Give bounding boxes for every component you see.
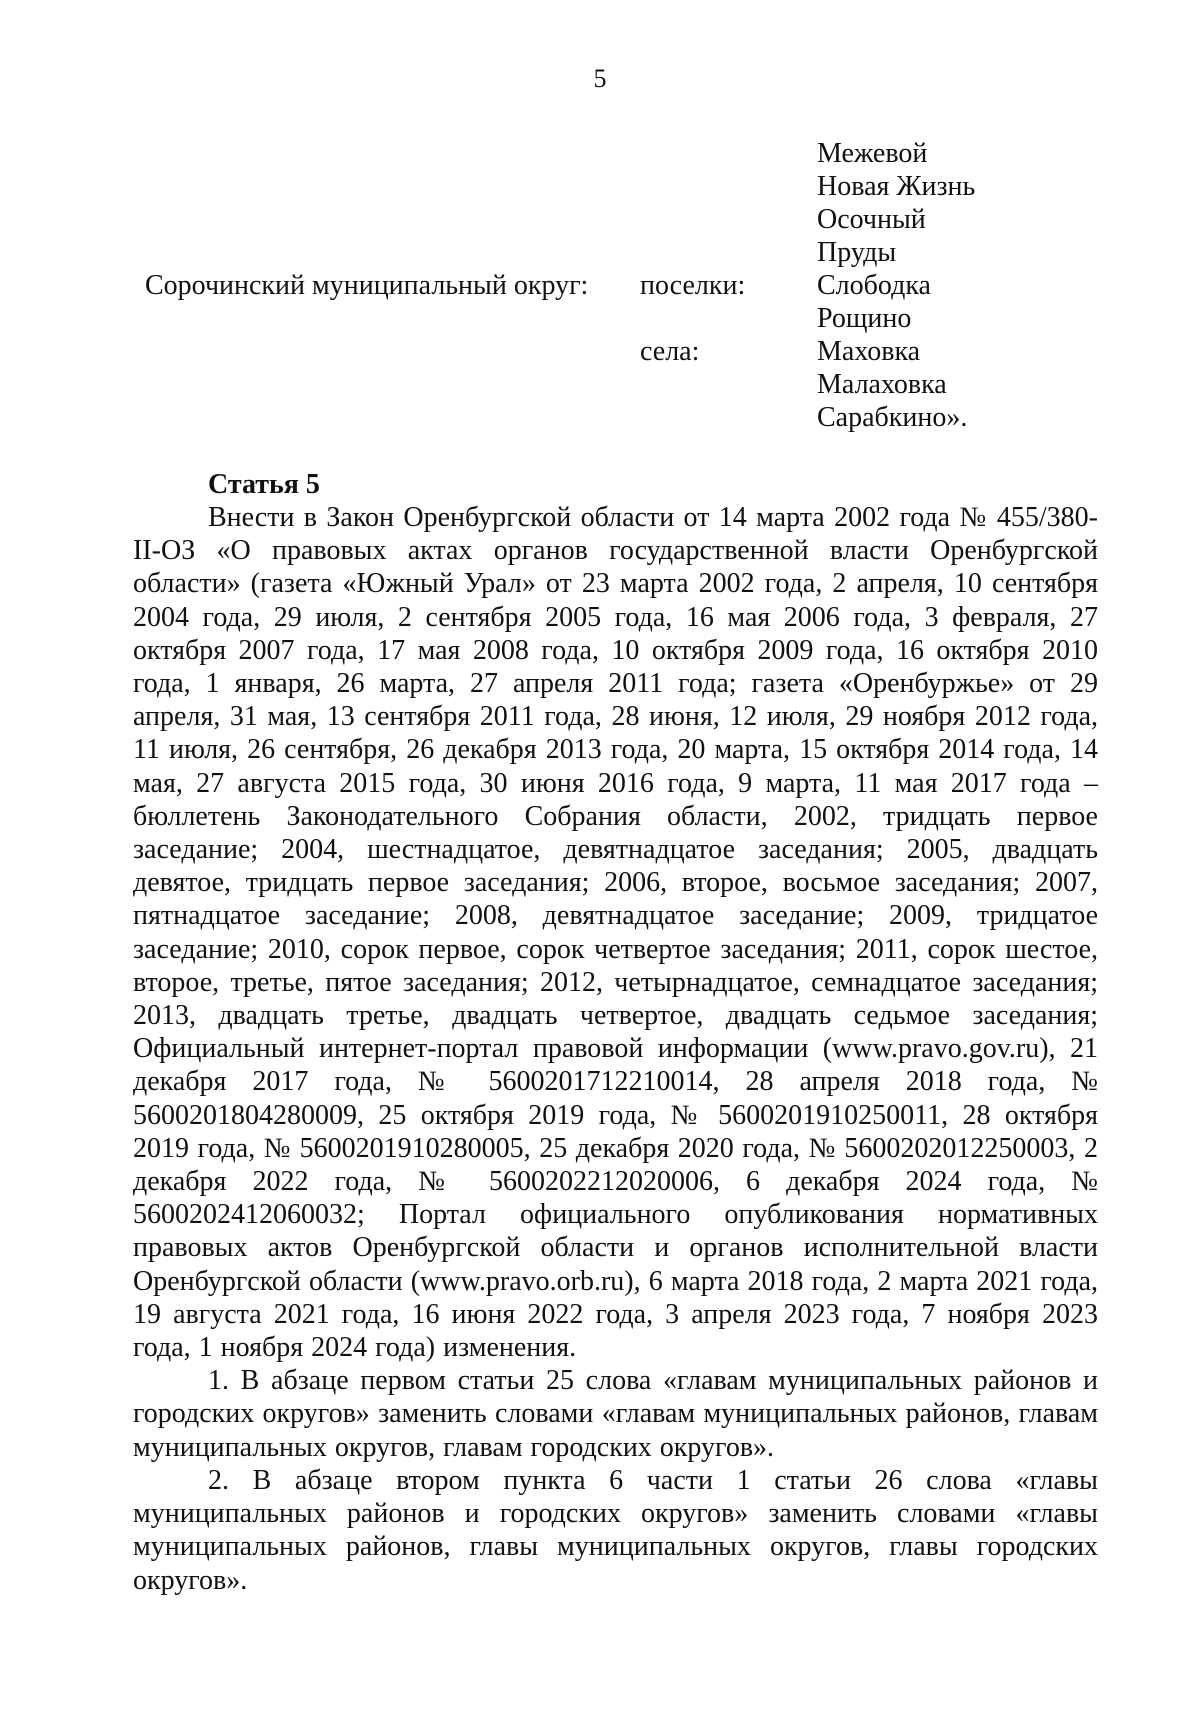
article-title: Статья 5 (208, 469, 320, 500)
settlements-table (0, 137, 1200, 434)
settlement-name: Малаховка (817, 369, 947, 400)
settlement-kind: поселки: (640, 270, 746, 301)
settlement-row (0, 137, 1200, 170)
settlement-row (0, 401, 1200, 434)
settlement-name: Межевой (817, 138, 928, 169)
settlement-name: Рощино (817, 303, 912, 334)
article-item-2: 2. В абзаце втором пункта 6 части 1 статьи 26 слова «главы муниципальных районов и городских округов» заменить словами «главы муниципальных районов, главы муниципальных округов, главы городских округов». (133, 1464, 1098, 1596)
page-number: 5 (593, 64, 607, 93)
settlement-name: Слободка (817, 270, 931, 301)
settlement-row (0, 236, 1200, 269)
article-intro-paragraph: Внести в Закон Оренбургской области от 14 марта 2002 года № 455/380-II-ОЗ «О правовых актах органов государственной власти Оренбургской области» (газета «Южный Урал» от 23 марта 2002 года, 2 апреля, 10 сентября 2004 года, 29 июля, 2 сентября 2005 года, 16 мая 2006 года, 3 февраля, 27 октября 2007 года, 17 мая 2008 года, 10 октября 2009 года, 16 октября 2010 года, 1 января, 26 марта, 27 апреля 2011 года; газета «Оренбуржье» от 29 апреля, 31 мая, 13 сентября 2011 года, 28 июня, 12 июля, 29 ноября 2012 года, 11 июля, 26 сентября, 26 декабря 2013 года, 20 марта, 15 октября 2014 года, 14 мая, 27 августа 2015 года, 30 июня 2016 года, 9 марта, 11 мая 2017 года – бюллетень Законодательного Собрания области, 2002, тридцать первое заседание; 2004, шестнадцатое, девятнадцатое заседания; 2005, двадцать девятое, тридцать первое заседания; 2006, второе, восьмое заседания; 2007, пятнадцатое заседание; 2008, девятнадцатое заседание; 2009, тридцатое заседание; 2010, сорок первое, сорок четвертое заседания; 2011, сорок шестое, второе, третье, пятое заседания; 2012, четырнадцатое, семнадцатое заседания; 2013, двадцать третье, двадцать четвертое, двадцать седьмое заседания; Официальный интернет-портал правовой информации (www.pravo.gov.ru), 21 декабря 2017 года, № 5600201712210014, 28 апреля 2018 года, № 5600201804280009, 25 октября 2019 года, № 5600201910250011, 28 октября 2019 года, № 5600201910280005, 25 декабря 2020 года, № 5600202012250003, 2 декабря 2022 года, № 5600202212020006, 6 декабря 2024 года, № 5600202412060032; Портал официального опубликования нормативных правовых актов Оренбургской области и органов исполнительной власти Оренбургской области (www.pravo.orb.ru), 6 марта 2018 года, 2 марта 2021 года, 19 августа 2021 года, 16 июня 2022 года, 3 апреля 2023 года, 7 ноября 2023 года, 1 ноября 2024 года) изменения. (133, 502, 1098, 1364)
settlement-row (0, 269, 1200, 302)
article-5 (133, 468, 1098, 1597)
settlement-name: Пруды (817, 237, 897, 268)
settlement-row (0, 170, 1200, 203)
settlement-name: Маховка (817, 336, 921, 367)
district-name: Сорочинский муниципальный округ: (145, 270, 589, 301)
settlement-row (0, 335, 1200, 368)
settlement-name: Новая Жизнь (817, 171, 976, 202)
settlement-kind: села: (640, 336, 700, 367)
settlement-row (0, 302, 1200, 335)
settlement-name: Сарабкино». (817, 402, 968, 433)
settlement-row (0, 368, 1200, 401)
article-item-1: 1. В абзаце первом статьи 25 слова «главам муниципальных районов и городских округов» заменить словами «главам муниципальных районов, главам муниципальных округов, главам городских округов». (133, 1365, 1098, 1463)
settlement-name: Осочный (817, 204, 926, 235)
settlement-row (0, 203, 1200, 236)
